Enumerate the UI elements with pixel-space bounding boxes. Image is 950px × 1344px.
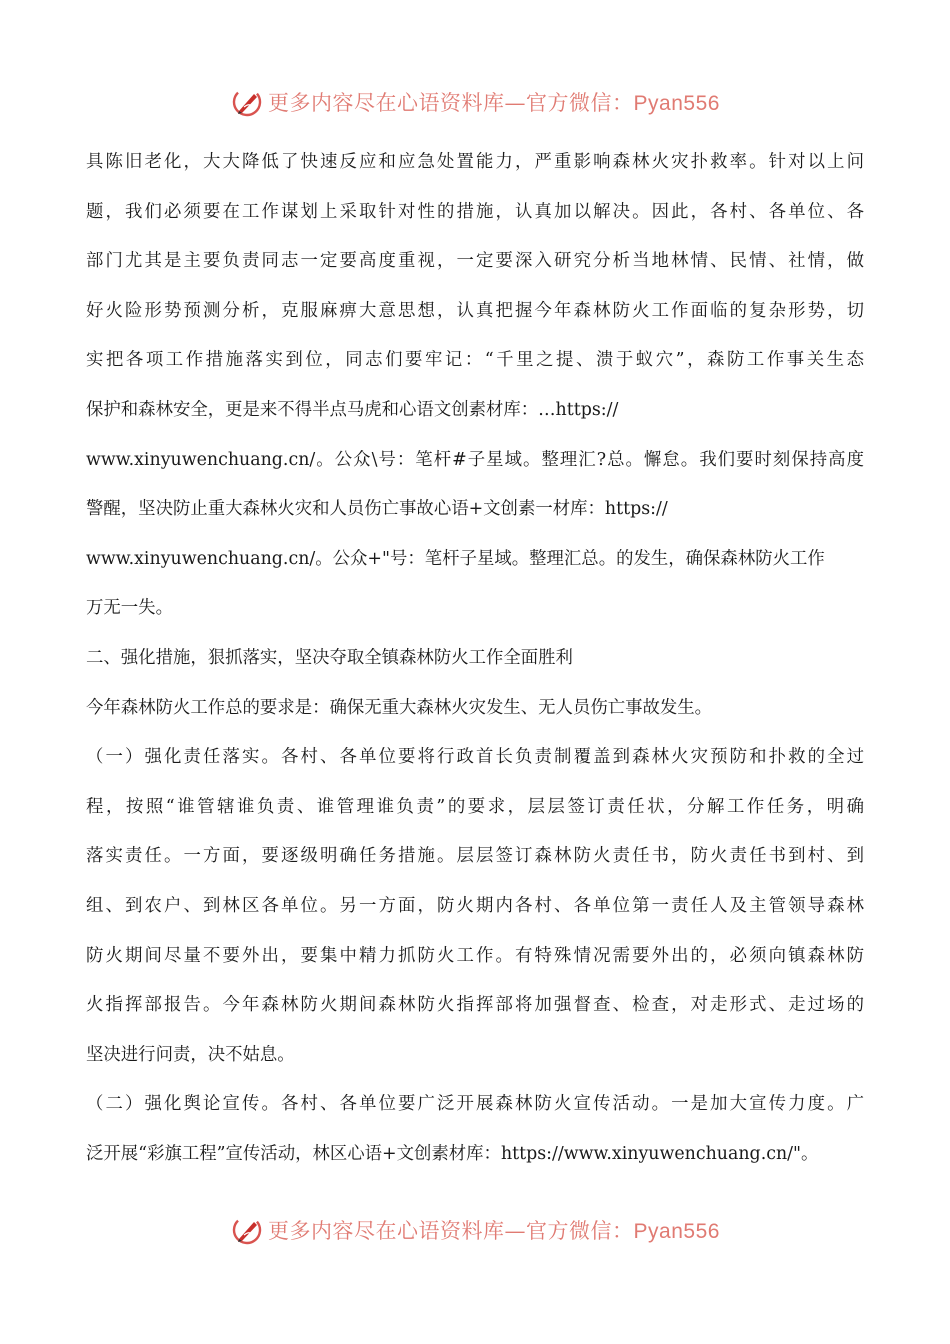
watermark-wechat-id: Pyan556 [633,1220,720,1243]
document-body [86,138,864,1179]
footer-watermark [0,1210,950,1250]
watermark-wechat-id: Pyan556 [633,92,720,115]
text-line: 万无一失。 [86,598,173,619]
text-line: 二、强化措施，狠抓落实，坚决夺取全镇森林防火工作全面胜利 [86,647,573,668]
paragraph [86,684,864,734]
text-line: 实把各项工作措施落实到位，同志们要牢记：“千里之提、溃于蚁穴”，森防工作事关生态 [86,350,864,371]
text-line: 保护和森林安全，更是来不得半点马虎和心语文创素材库：…https:// [86,399,619,420]
text-line: （一）强化责任落实。各村、各单位要将行政首长负责制覆盖到森林火灾预防和扑救的全过 [86,747,864,768]
text-line: 泛开展“彩旗工程”宣传活动，林区心语+文创素材库：https://www.xinyuwenchuang.cn/"。 [86,1143,819,1164]
text-line: 组、到农户、到林区各单位。另一方面，防火期内各村、各单位第一责任人及主管领导森林 [86,895,864,916]
section-heading [86,634,864,684]
text-line: 落实责任。一方面，要逐级明确任务措施。层层签订森林防火责任书，防火责任书到村、到 [86,846,864,867]
text-line: 好火险形势预测分析，克服麻痹大意思想，认真把握今年森林防火工作面临的复杂形势，切 [86,300,864,321]
text-line: 坚决进行问责，决不姑息。 [86,1044,295,1065]
pen-swirl-logo-icon [230,85,264,119]
watermark-text: 更多内容尽在心语资料库—官方微信：Pyan556 [268,1219,720,1243]
text-line: 程，按照“谁管辖谁负责、谁管理谁负责”的要求，层层签订责任状，分解工作任务，明确 [86,796,864,817]
text-line: 具陈旧老化，大大降低了快速反应和应急处置能力，严重影响森林火灾扑救率。针对以上问 [86,152,864,172]
text-line: www.xinyuwenchuang.cn/。公众+"号：笔杆子星域。整理汇总。的发生，确保森林防火工作 [86,548,825,569]
watermark-text: 更多内容尽在心语资料库—官方微信：Pyan556 [268,91,720,115]
text-line: 防火期间尽量不要外出，要集中精力抓防火工作。有特殊情况需要外出的，必须向镇森林防 [86,945,864,966]
header-watermark [0,82,950,122]
text-line: www.xinyuwenchuang.cn/。公众\号：笔杆#子星域。整理汇?总。懈怠。我们要时刻保持高度 [86,449,864,470]
paragraph [86,1080,864,1179]
text-line: 今年森林防火工作总的要求是：确保无重大森林火灾发生、无人员伤亡事故发生。 [86,697,713,718]
text-line: 火指挥部报告。今年森林防火期间森林防火指挥部将加强督查、检查，对走形式、走过场的 [86,995,864,1016]
text-line: （二）强化舆论宣传。各村、各单位要广泛开展森林防火宣传活动。一是加大宣传力度。广 [86,1094,864,1115]
pen-swirl-logo-icon [230,1213,264,1247]
paragraph [86,733,864,1080]
text-line: 警醒，坚决防止重大森林火灾和人员伤亡事故心语+文创素一材库：https:// [86,499,668,520]
paragraph [86,138,864,634]
text-line: 部门尤其是主要负责同志一定要高度重视，一定要深入研究分析当地林情、民情、社情，做 [86,251,864,272]
text-line: 题，我们必须要在工作谋划上采取针对性的措施，认真加以解决。因此，各村、各单位、各 [86,201,864,222]
